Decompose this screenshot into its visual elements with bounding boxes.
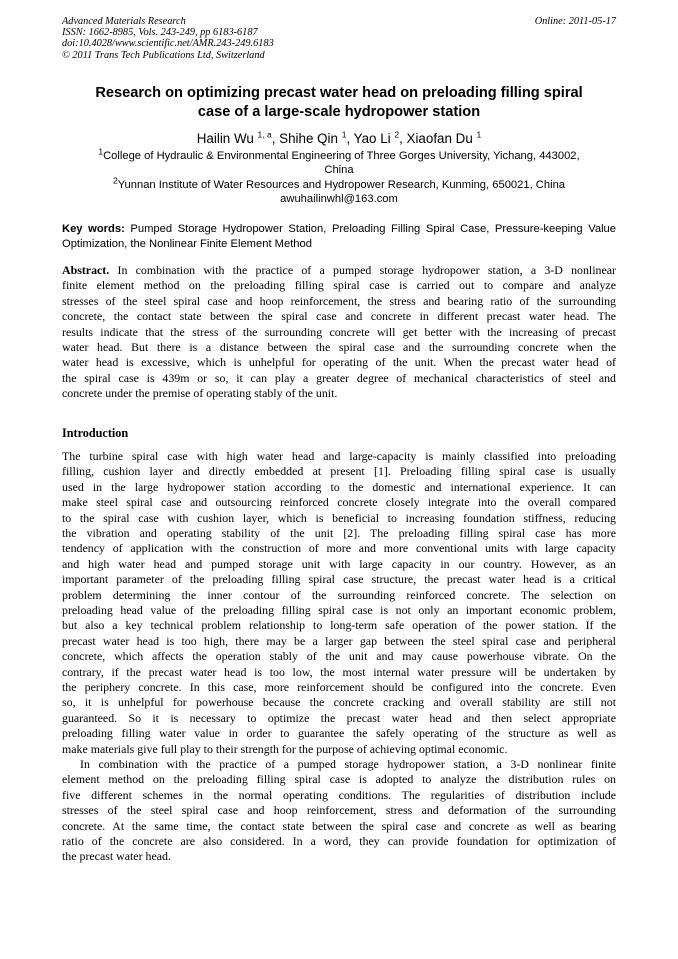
paragraph-line: contrary, if the precast water head is too low, the most internal water pressure will be undertaken by bbox=[62, 664, 616, 679]
doi-line: doi:10.4028/www.scientific.net/AMR.243-249.6183 bbox=[62, 38, 274, 50]
abstract-line: the spiral case is 439m or so, it can play a greater degree of mechanical characteristics of steel and bbox=[62, 370, 616, 385]
paragraph-line: make materials give full play to their strength for the purpose of achieving optimal economic. bbox=[62, 741, 508, 756]
paragraph-line: the precast water head. bbox=[62, 849, 171, 864]
author-affiliation-mark: 1 bbox=[476, 129, 482, 140]
abstract-text: In combination with the practice of a pumped storage hydropower station, a 3-D nonlinear bbox=[109, 263, 616, 277]
online-date: Online: 2011-05-17 bbox=[534, 16, 616, 27]
affiliation-text: Yunnan Institute of Water Resources and Hydropower Research, Kunming, 650021, China bbox=[117, 179, 566, 191]
abstract-label: Abstract. bbox=[62, 263, 110, 277]
title-line-1: Research on optimizing precast water head on preloading filling spiral bbox=[95, 85, 583, 101]
paragraph-line: stresses of the steel spiral case and hoop reinforcement, stress and deformation of the surrounding bbox=[62, 803, 616, 818]
abstract-line: concrete, the contact state between the spiral case and concrete in different precast water head. The bbox=[62, 309, 616, 324]
section-heading-introduction: Introduction bbox=[62, 426, 129, 440]
author-name: , Xiaofan Du bbox=[399, 131, 477, 146]
author-name: Hailin Wu bbox=[196, 131, 258, 146]
abstract-line: concrete under the premise of operating stably of the unit. bbox=[62, 386, 338, 401]
affiliation-2 bbox=[58, 175, 620, 207]
paragraph-line: tendency of application with the construction of more and more conventional units with large capacity bbox=[62, 541, 616, 556]
paragraph-line: important parameter of the preloading filling spiral case structure, the precast water head is a critical bbox=[62, 572, 616, 587]
paragraph-line: The turbine spiral case with high water head and large-capacity is mainly classified into preloading bbox=[62, 449, 616, 463]
affiliation-mark: 2 bbox=[112, 175, 118, 186]
paragraph-line: the vibration and operating stability of the unit [2]. The preloading filling spiral case has more bbox=[62, 526, 616, 540]
abstract-line: water head. But there is a distance between the spiral case and the surrounding concrete when the bbox=[62, 340, 616, 354]
paragraph-line: so, it is unhelpful for powerhouse because the concrete cracking and overall stability are still not bbox=[62, 695, 616, 710]
issn-line: ISSN: 1662-8985, Vols. 243-249, pp 6183-6187 bbox=[62, 27, 258, 39]
affiliation-1 bbox=[58, 146, 620, 178]
paragraph-line: ratio of the concrete are also considered. In a word, they can provide foundation for optimization of bbox=[62, 834, 616, 848]
copyright-line: © 2011 Trans Tech Publications Ltd, Switzerland bbox=[62, 49, 265, 61]
keywords-text: Pumped Storage Hydropower Station, Preloading Filling Spiral Case, Pressure-keeping Value Optimization, the Nonlinear Finite Element Method bbox=[62, 223, 616, 250]
paragraph-line: preloading filling water value in order to guarantee the safely operating of the structure as well as bbox=[62, 726, 616, 741]
paragraph-line: precast water head is too high, there may be a larger gap between the steel spiral case and peripheral bbox=[62, 633, 616, 648]
author-name: , Yao Li bbox=[346, 131, 395, 146]
author-list bbox=[62, 130, 616, 147]
paragraph-line: make steel spiral case and outsourcing reinforced concrete closely integrate into the overall compared bbox=[62, 495, 616, 510]
paragraph-line: to the spiral case with cushion layer, which is beneficial to increasing foundation stiffness, reducing bbox=[62, 510, 616, 525]
abstract-line: results indicate that the stress of the surrounding concrete will get better with the increasing of precast bbox=[62, 324, 616, 339]
abstract-line bbox=[62, 263, 616, 278]
paragraph-line: concrete, which affects the operation stably of the unit and may cause powerhouse vibrate. On the bbox=[62, 649, 616, 664]
paragraph-line: but also a key technical problem relationship to long-term safe operation of the power station. If the bbox=[62, 618, 616, 633]
author-affiliation-mark: 2 bbox=[394, 129, 400, 140]
paragraph-line: five different schemes in the normal operating conditions. The regularities of distribution include bbox=[62, 787, 616, 802]
abstract-line: stresses of the steel spiral case and hoop reinforcement, the stress and bearing ratio of the surrounding bbox=[62, 293, 616, 308]
keywords-label: Key words: bbox=[62, 223, 125, 235]
author-affiliation-mark: 1 bbox=[341, 129, 347, 140]
paragraph-line: element method on the preloading filling spiral case is adopted to analyze the distribution rules on bbox=[62, 772, 616, 787]
paragraph-line: used in the large hydropower station according to the domestic and international experience. It can bbox=[62, 479, 616, 494]
journal-header bbox=[62, 16, 616, 61]
paragraph-line: guaranteed. So it is necessary to optimize the precast water head and then select appropriate bbox=[62, 710, 616, 725]
affiliation-mark: 1 bbox=[98, 146, 104, 157]
author-name: , Shihe Qin bbox=[271, 131, 342, 146]
journal-name: Advanced Materials Research bbox=[62, 16, 186, 27]
abstract-line: finite element method on the preloading filling spiral case is carried out to compare and analyze bbox=[62, 278, 616, 293]
paragraph-line: problem determining the inner contour of the surrounding reinforced concrete. The selection on bbox=[62, 587, 616, 602]
abstract-line: water head is excessive, which is unhelpful for operating of the unit. When the precast water head of bbox=[62, 355, 616, 370]
paragraph-line: concrete. At the same time, the contact state between the spiral case and concrete as well as bearing bbox=[62, 818, 616, 833]
paragraph-line: filling, cushion layer and directly embedded at present [1]. Preloading filling spiral case is usually bbox=[62, 464, 616, 479]
paragraph-line: and high water head and pumped storage unit with large capacity in our country. However, as an bbox=[62, 556, 616, 571]
paragraph-line: preloading head value of the preloading filling spiral case is not only an important economic problem, bbox=[62, 603, 616, 617]
title-line-2: case of a large-scale hydropower station bbox=[197, 103, 481, 120]
paper-title bbox=[62, 84, 616, 121]
paragraph-line: In combination with the practice of a pumped storage hydropower station, a 3-D nonlinear finite bbox=[80, 757, 616, 771]
affiliation-text: College of Hydraulic & Environmental Engineering of Three Gorges University, Yichang, 443002, bbox=[103, 150, 580, 162]
author-email: awuhailinwhl@163.com bbox=[280, 193, 398, 206]
paragraph-line: the periphery concrete. In this case, more reinforcement should be configured into the concrete. Even bbox=[62, 680, 616, 694]
affiliation-text: China bbox=[324, 164, 354, 177]
author-affiliation-mark: 1, a bbox=[257, 129, 272, 140]
keywords bbox=[62, 222, 616, 251]
